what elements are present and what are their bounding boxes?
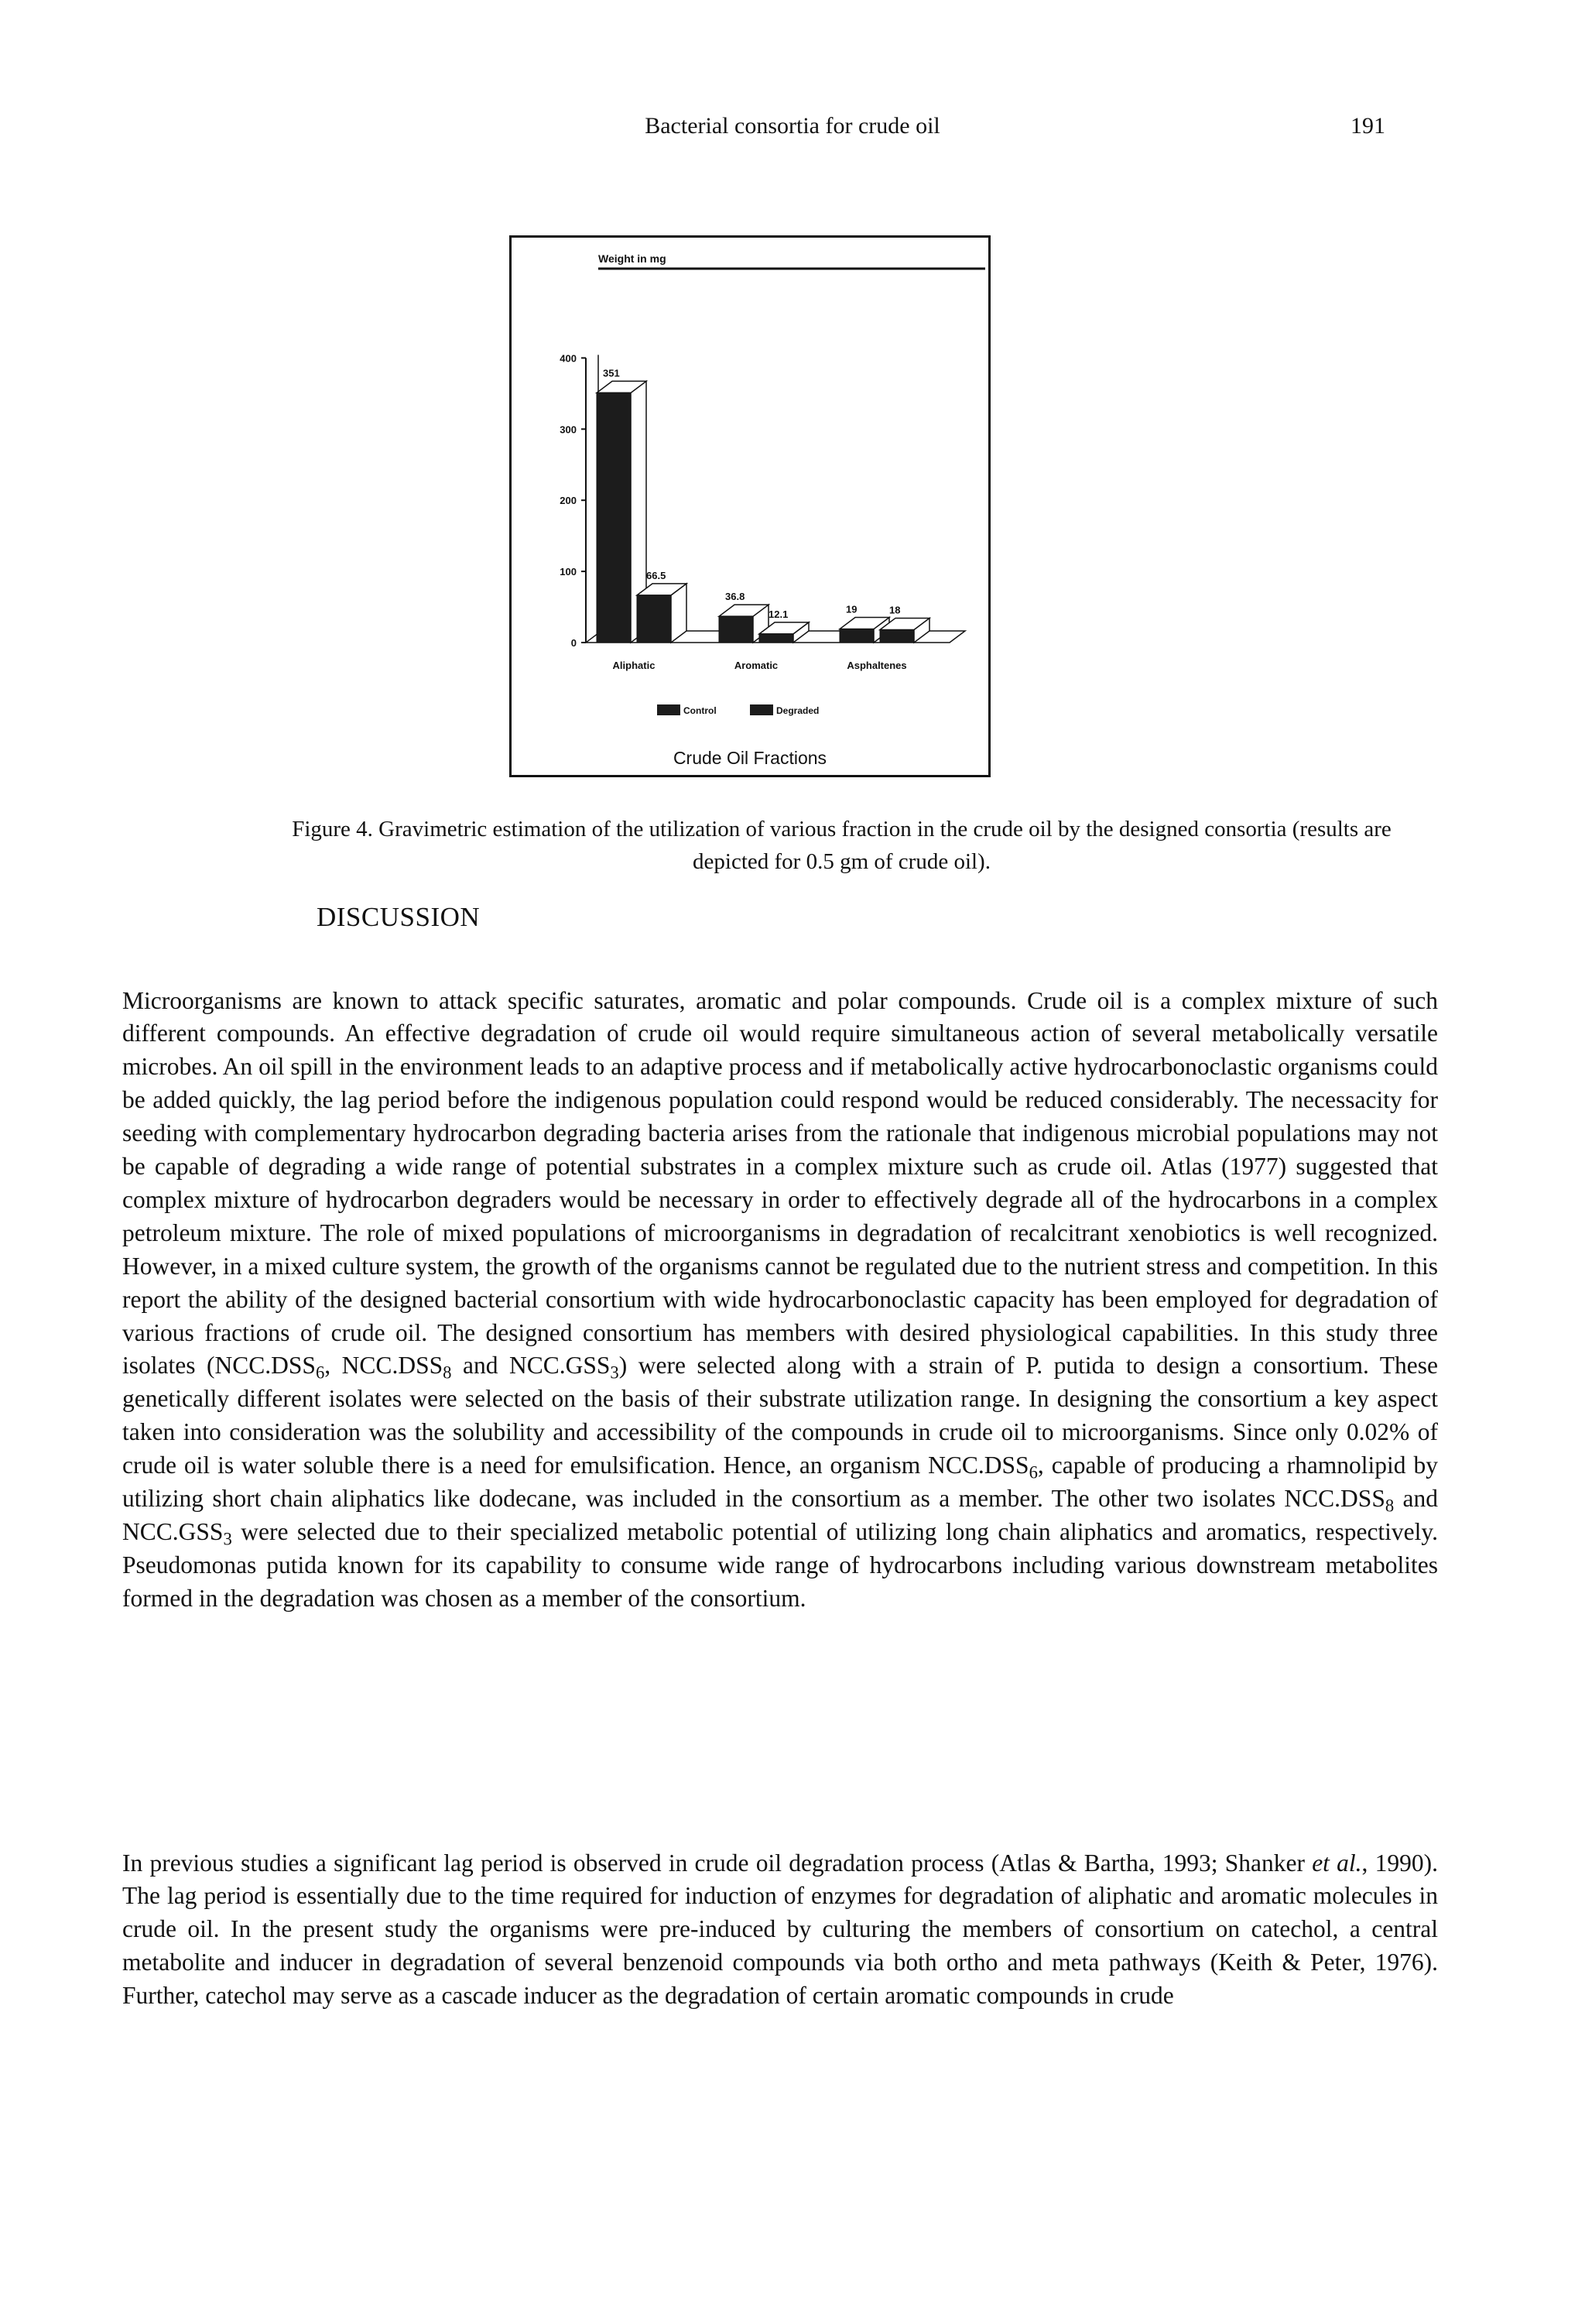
subscript: 8 bbox=[443, 1363, 452, 1383]
bar bbox=[597, 392, 631, 643]
discussion-paragraph-1 bbox=[122, 985, 1438, 1616]
text-run: and NCC.GSS bbox=[122, 1485, 1438, 1545]
bar bbox=[637, 595, 671, 643]
text-run: , capable of producing a rhamnolipid by utilizing short chain aliphatics like dodecane, was included in the consortium as a member. The other two isolates NCC.DSS bbox=[122, 1452, 1438, 1513]
data-label: 66.5 bbox=[646, 569, 666, 581]
text-run: ) were selected along with a strain of P. putida to design a consortium. These genetically different isolates were selected on the basis of their substrate utilization range. In designing the consortium a key aspect taken into consideration was the solubility and accessibility of the compounds in crude oil to microorganisms. Since only 0.02% of crude oil is water soluble there is a need for emulsification. Hence, an organism NCC.DSS bbox=[122, 1352, 1438, 1479]
data-label: 36.8 bbox=[725, 591, 745, 603]
figure-4 bbox=[509, 235, 991, 777]
text-run: Microorganisms are known to attack specific saturates, aromatic and polar compounds. Crude oil is a complex mixture of such different compounds. An effective degradation of crude oil would require simultaneous action of several metabolically versatile microbes. An oil spill in the environment leads to an adaptive process and if metabolically active hydrocarbonoclastic organisms could be added quickly, the lag period before the indigenous population could respond would be reduced considerably. The necessacity for seeding with complementary hydrocarbon degrading bacteria arises from the rationale that indigenous microbial populations may not be capable of degrading a wide range of potential substrates in a complex mixture such as crude oil. Atlas (1977) suggested that complex mixture of hydrocarbon degraders would be necessary in order to effectively degrade all of the hydrocarbons in a complex petroleum mixture. The role of mixed populations of microorganisms in degradation of recalcitrant xenobiotics is well recognized. However, in a mixed culture system, the growth of the organisms cannot be regulated due to the nutrient stress and competition. In this report the ability of the designed bacterial consortium with wide hydrocarbonoclastic capacity has been employed for degradation of various fractions of crude oil. The designed consortium has members with desired physiological capabilities. In this study three isolates (NCC.DSS bbox=[122, 986, 1438, 1380]
text-run: were selected due to their specialized metabolic potential of utilizing long chain aliphatics and aromatics, respectively. Pseudomonas putida known for its capability to consume wide range of hydrocarbons including various downstream metabolites formed in the degradation was chosen as a member of the consortium. bbox=[122, 1518, 1438, 1612]
figure-caption: Figure 4. Gravimetric estimation of the utilization of various fraction in the crude oil by the designed consortia (results are depicted for 0.5 gm of crude oil). bbox=[292, 817, 1392, 874]
data-label: 12.1 bbox=[769, 608, 789, 620]
y-tick-label: 400 bbox=[560, 352, 577, 365]
page-number: 191 bbox=[1351, 113, 1385, 139]
data-label: 18 bbox=[889, 604, 901, 616]
subscript: 6 bbox=[315, 1363, 325, 1383]
page-header bbox=[0, 113, 1585, 147]
legend-swatch bbox=[750, 704, 773, 715]
bar bbox=[880, 629, 914, 643]
section-heading: DISCUSSION bbox=[317, 902, 481, 932]
running-title: Bacterial consortia for crude oil bbox=[645, 113, 940, 139]
text-italic: et al. bbox=[1312, 1849, 1362, 1877]
y-tick-label: 0 bbox=[570, 637, 577, 649]
data-label: 351 bbox=[603, 367, 620, 379]
text-run: , NCC.DSS bbox=[324, 1352, 443, 1380]
x-tick-label: Aliphatic bbox=[612, 660, 656, 671]
legend-label: Control bbox=[683, 705, 717, 716]
x-tick-label: Aromatic bbox=[734, 660, 779, 671]
x-tick-label: Asphaltenes bbox=[847, 660, 907, 671]
legend-swatch bbox=[657, 704, 680, 715]
y-tick-label: 100 bbox=[560, 566, 577, 578]
subscript: 3 bbox=[223, 1529, 232, 1549]
legend-label: Degraded bbox=[776, 705, 820, 716]
bar-chart bbox=[512, 238, 988, 775]
subscript: 6 bbox=[1029, 1462, 1038, 1482]
bar bbox=[840, 629, 874, 643]
discussion-paragraph-2 bbox=[122, 1847, 1438, 2014]
chart-title: Crude Oil Fractions bbox=[673, 748, 827, 768]
subscript: 3 bbox=[610, 1363, 619, 1383]
y-tick-label: 300 bbox=[560, 423, 577, 436]
subscript: 8 bbox=[1385, 1496, 1395, 1516]
y-axis-title: Weight in mg bbox=[598, 252, 666, 265]
data-label: 19 bbox=[846, 603, 858, 615]
bar bbox=[759, 634, 793, 643]
y-tick-label: 200 bbox=[560, 495, 577, 507]
bar bbox=[719, 616, 753, 643]
text-run: and NCC.GSS bbox=[451, 1352, 611, 1380]
text-run: In previous studies a significant lag period is observed in crude oil degradation process (Atlas & Bartha, 1993; Shanker bbox=[122, 1849, 1313, 1877]
text-run: , 1990). The lag period is essentially due to the time required for induction of enzymes for degradation of aliphatic and aromatic molecules in crude oil. In the present study the organisms were pre-induced by culturing the members of consortium on catechol, a central metabolite and inducer in degradation of several benzenoid compounds via both ortho and meta pathways (Keith & Peter, 1976). Further, catechol may serve as a cascade inducer as the degradation of certain aromatic compounds in crude bbox=[122, 1849, 1438, 2010]
